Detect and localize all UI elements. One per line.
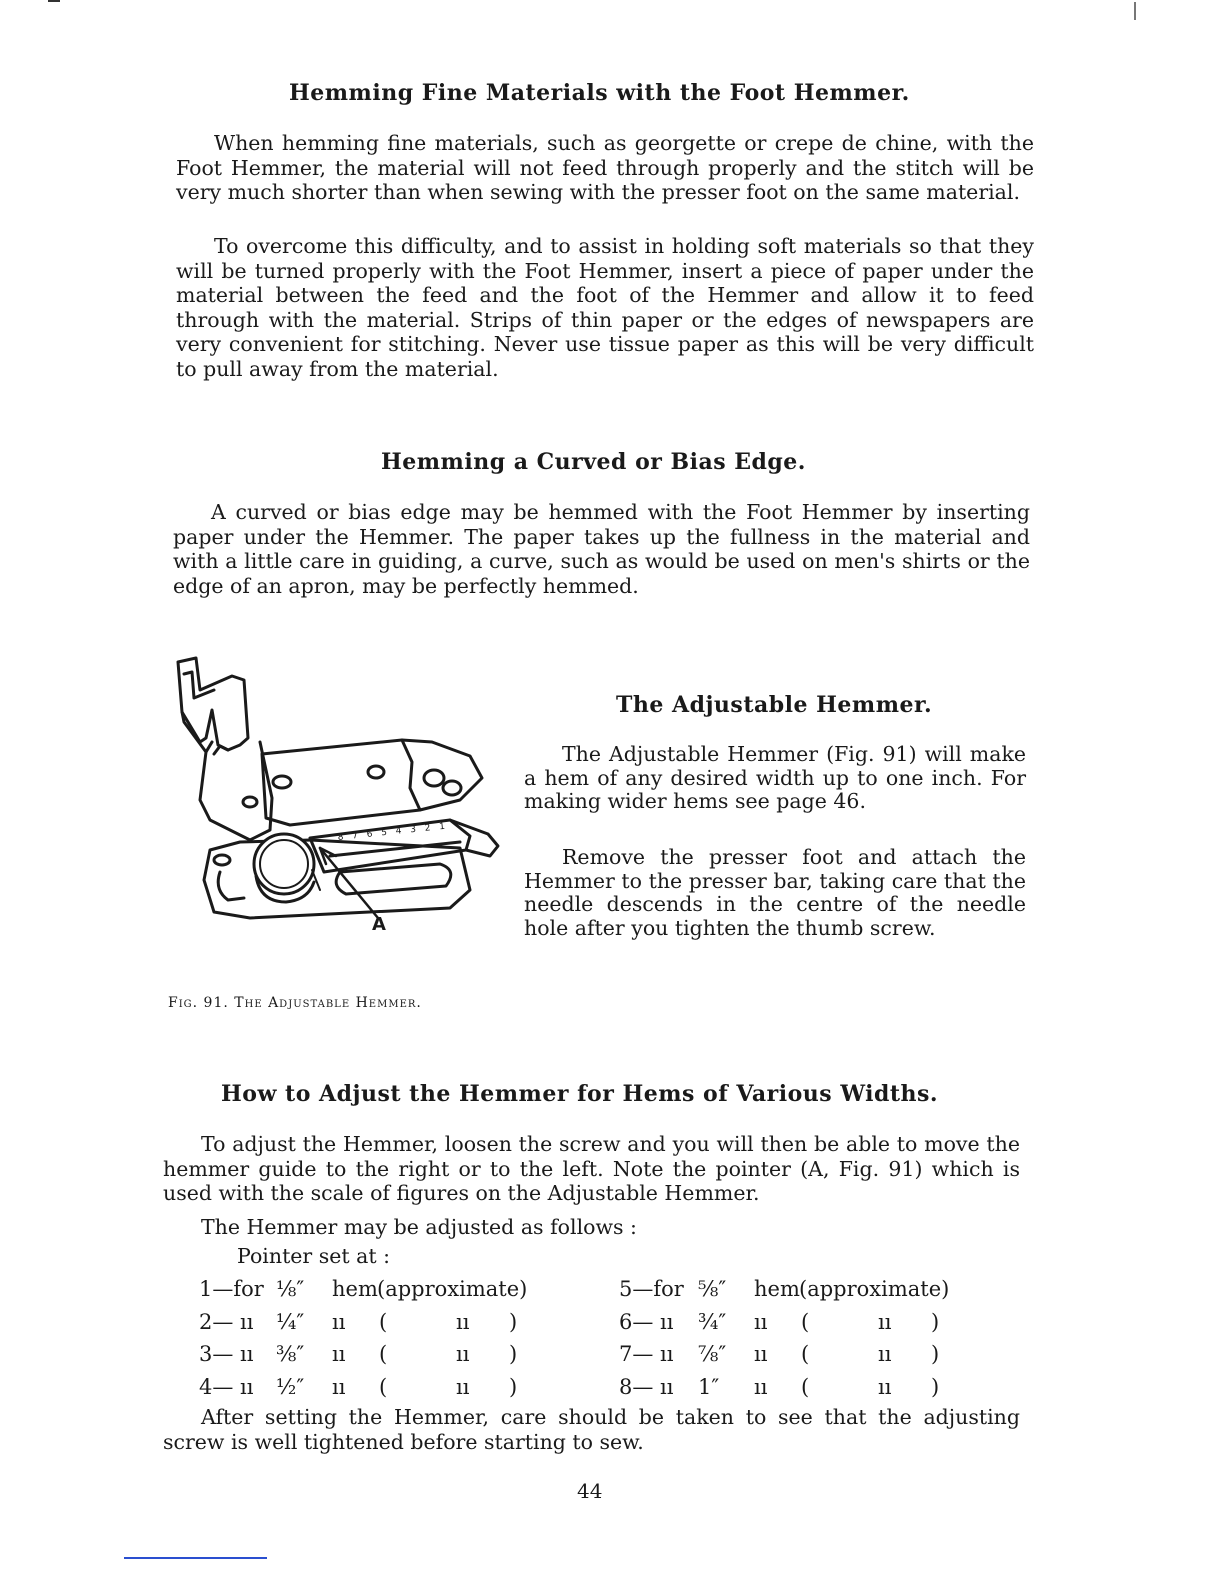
hem-table-cell-frac: ⅛″ [276,1277,305,1301]
hem-table-cell-word: ıı [332,1374,346,1399]
paragraph-adjustable-hemmer-1: The Adjustable Hemmer (Fig. 91) will make a hem of any desired width up to one inch. For making wider hems see page 46. [524,742,1026,813]
hem-table-cell-paren-open: ( [379,1342,388,1366]
hem-table-cell-paren-close: ) [509,1374,518,1399]
hem-table-row [199,1310,559,1338]
hem-table-cell-num: 4— ıı [199,1374,254,1399]
hem-table-cell-word: ıı [332,1309,346,1334]
section-heading-fine-materials: Hemming Fine Materials with the Foot Hemmer. [289,80,910,106]
hem-table-cell-num: 8— ıı [619,1374,674,1399]
section-heading-various-widths: How to Adjust the Hemmer for Hems of Various Widths. [221,1081,939,1107]
hem-table-cell-paren-close: ) [931,1342,940,1366]
hem-table-cell-ditto: ıı [456,1374,470,1399]
hem-table-row [619,1342,979,1370]
hem-table-row [619,1277,979,1305]
scan-mark [1134,2,1136,20]
footer-rule [124,1557,267,1559]
page-number: 44 [577,1479,603,1503]
hem-table-cell-paren-open: ( [801,1342,810,1366]
adjustable-hemmer-illustration [170,650,510,940]
scan-mark [48,0,60,2]
paragraph-fine-materials-1: When hemming fine materials, such as georgette or crepe de chine, with the Foot Hemmer, the material will not feed through properly and the stitch will be very much shorter than when sewing with the presser foot on the same material. [176,131,1034,204]
paragraph-various-widths-2: The Hemmer may be adjusted as follows : [201,1215,637,1239]
hem-table-cell-paren-open: (approximate) [377,1277,528,1301]
hem-table-cell-word: ıı [754,1309,768,1334]
hem-table-cell-paren-open: ( [379,1309,388,1334]
thumb-screw [254,834,314,894]
hem-table-row [619,1375,979,1403]
hem-table-cell-num: 1—for [199,1277,264,1301]
hem-table-cell-frac: ⅞″ [698,1342,727,1366]
pointer-set-label: Pointer set at : [237,1244,391,1268]
hem-table-cell-paren-open: ( [801,1374,810,1399]
hem-table-cell-word: hem [332,1277,378,1301]
figure-caption: Fig. 91. The Adjustable Hemmer. [168,995,422,1011]
paragraph-curved-edge: A curved or bias edge may be hemmed with the Foot Hemmer by inserting paper under the Hemmer. The paper takes up the fullness in the material and with a little care in guiding, a curve, such as would be used on men's shirts or the edge of an apron, may be perfectly hemmed. [173,500,1030,598]
hem-table-cell-num: 3— ıı [199,1342,254,1366]
hem-table-row [619,1310,979,1338]
hem-table-cell-ditto: ıı [456,1342,470,1366]
hem-table-cell-num: 6— ıı [619,1309,674,1334]
hem-table-cell-num: 2— ıı [199,1309,254,1334]
hem-table-cell-frac: ½″ [276,1374,305,1399]
hem-table-row [199,1277,559,1305]
hem-table-cell-word: ıı [332,1342,346,1366]
hem-table-cell-num: 7— ıı [619,1342,674,1366]
paragraph-various-widths-1: To adjust the Hemmer, loosen the screw and you will then be able to move the hemmer guide to the right or to the left. Note the pointer (A, Fig. 91) which is used with the scale of figures on the Adjustable Hemmer. [163,1132,1020,1205]
hem-table-cell-paren-close: ) [509,1309,518,1334]
hem-table-cell-word: hem [754,1277,800,1301]
hem-table-cell-frac: ¾″ [698,1309,727,1334]
hem-table-cell-paren-close: ) [931,1309,940,1334]
hem-table-cell-frac: ⅜″ [276,1342,305,1366]
hem-table-cell-frac: ¼″ [276,1309,305,1334]
section-heading-curved-edge: Hemming a Curved or Bias Edge. [381,449,806,475]
pointer-arrow [320,848,378,918]
section-heading-adjustable-hemmer: The Adjustable Hemmer. [616,692,933,718]
hem-table-cell-ditto: ıı [878,1309,892,1334]
hem-table-cell-ditto: ıı [878,1374,892,1399]
hem-table-cell-frac: 1″ [698,1374,720,1399]
hem-table-cell-ditto: ıı [456,1309,470,1334]
hem-table-cell-paren-open: (approximate) [799,1277,950,1301]
hem-table-row [199,1342,559,1370]
hem-table-cell-num: 5—for [619,1277,684,1301]
hem-table-cell-paren-close: ) [931,1374,940,1399]
paragraph-various-widths-3: After setting the Hemmer, care should be taken to see that the adjusting screw is well tightened before starting to sew. [163,1405,1020,1454]
hem-table-cell-word: ıı [754,1374,768,1399]
hem-table-cell-frac: ⅝″ [698,1277,727,1301]
hem-table-cell-paren-close: ) [509,1342,518,1366]
paragraph-adjustable-hemmer-2: Remove the presser foot and attach the Hemmer to the presser bar, taking care that the needle descends in the centre of the needle hole after you tighten the thumb screw. [524,845,1026,940]
figure-label-a: A [372,914,386,935]
hem-table-cell-paren-open: ( [801,1309,810,1334]
hem-table-cell-ditto: ıı [878,1342,892,1366]
hem-table-row [199,1375,559,1403]
paragraph-fine-materials-2: To overcome this difficulty, and to assist in holding soft materials so that they will be turned properly with the Foot Hemmer, insert a piece of paper under the material between the feed and the foot of the Hemmer and allow it to feed through with the material. Strips of thin paper or the edges of newspapers are very convenient for stitching. Never use tissue paper as this will be very difficult to pull away from the material. [176,234,1034,381]
hem-table-cell-paren-open: ( [379,1374,388,1399]
hem-table-cell-word: ıı [754,1342,768,1366]
scale-numbers: 8 7 6 5 4 3 2 1 [337,821,449,843]
